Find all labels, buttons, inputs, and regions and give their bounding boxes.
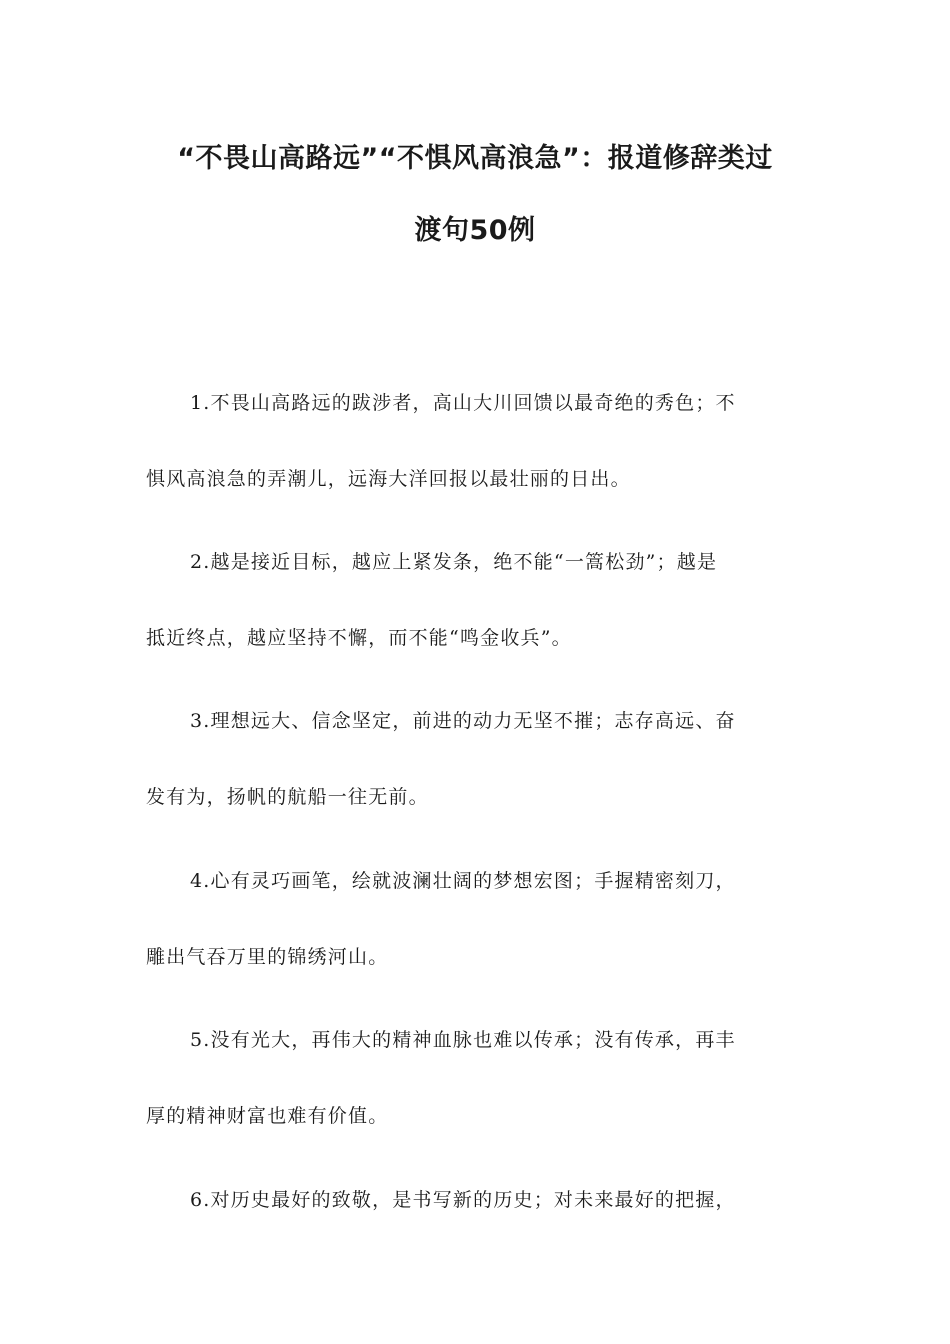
document-title-line-1: “不畏山高路远”“不惧风高浪急”：报道修辞类过 — [177, 143, 773, 174]
paragraph-line: 惧风高浪急的弄潮儿，远海大洋回报以最壮丽的日出。 — [146, 468, 631, 490]
paragraph-line: 雕出气吞万里的锦绣河山。 — [146, 946, 389, 968]
paragraph-line: 发有为，扬帆的航船一往无前。 — [146, 786, 429, 808]
paragraph-line: 5.没有光大，再伟大的精神血脉也难以传承；没有传承，再丰 — [190, 1029, 736, 1051]
paragraph-line: 3.理想远大、信念坚定，前进的动力无坚不摧；志存高远、奋 — [190, 710, 736, 732]
paragraph-line: 抵近终点，越应坚持不懈，而不能“鸣金收兵”。 — [146, 627, 572, 649]
paragraph-line: 6.对历史最好的致敬，是书写新的历史；对未来最好的把握， — [190, 1189, 736, 1211]
paragraph-line: 1.不畏山高路远的跋涉者，高山大川回馈以最奇绝的秀色；不 — [190, 392, 736, 414]
paragraph-line: 2.越是接近目标，越应上紧发条，绝不能“一篙松劲”；越是 — [190, 551, 718, 573]
paragraph-line: 厚的精神财富也难有价值。 — [146, 1105, 389, 1127]
paragraph-line: 4.心有灵巧画笔，绘就波澜壮阔的梦想宏图；手握精密刻刀， — [190, 870, 736, 892]
document-title-line-2: 渡句50例 — [414, 215, 536, 246]
